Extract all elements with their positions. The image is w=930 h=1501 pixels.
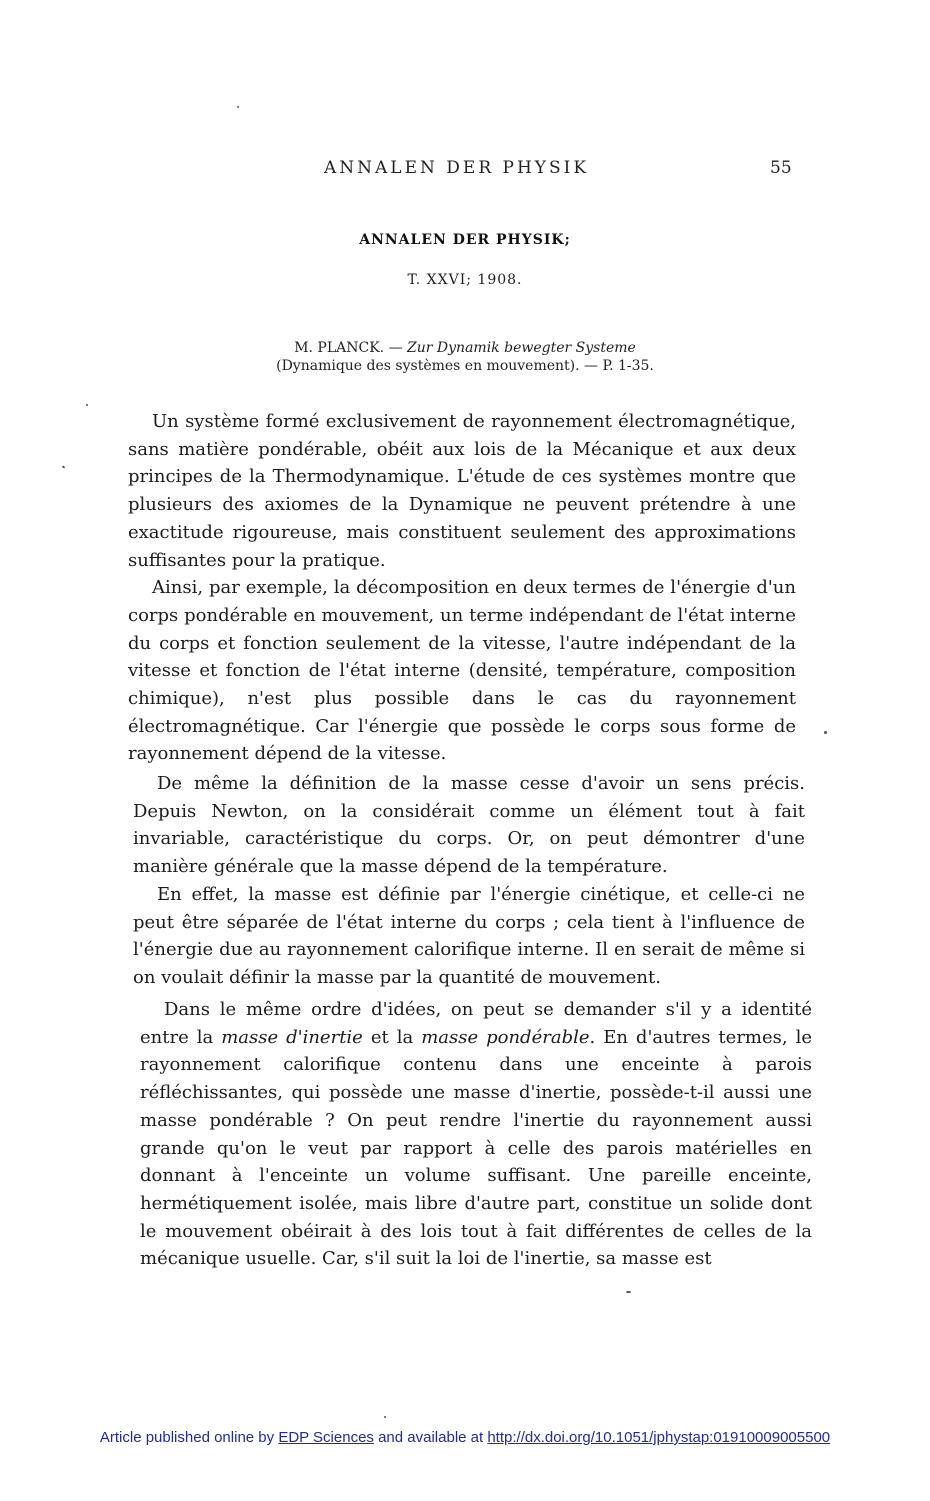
- term-masse-ponderable: masse pondérable: [421, 1026, 590, 1048]
- volume-line: T. XXVI; 1908.: [407, 272, 523, 288]
- paragraph-5-text: et la: [362, 1026, 422, 1048]
- publisher-link[interactable]: EDP Sciences: [278, 1429, 374, 1446]
- body-text-block-1: [128, 408, 796, 768]
- scan-speck: [384, 1416, 386, 1418]
- separator: —: [384, 340, 408, 356]
- scan-speck: [86, 404, 88, 406]
- paragraph-2: Ainsi, par exemple, la décomposition en deux termes de l'énergie d'un corps pondérable en mouvement, un terme indépendant de l'état interne du corps et fonction seulement de la vitesse, l'autre indépendant de la vitesse et fonction de l'état interne (densité, température, composition chimique), n'est plus possible dans le cas du rayonnement électromagnétique. Car l'énergie que possède le corps sous forme de rayonnement dépend de la vitesse.: [128, 577, 796, 765]
- article-german-title: Zur Dynamik bewegter Systeme: [407, 340, 636, 356]
- footer-middle: and available at: [373, 1429, 488, 1446]
- page-number: 55: [770, 158, 792, 178]
- scan-speck: [62, 465, 66, 468]
- paragraph-4: En effet, la masse est définie par l'énergie cinétique, et celle-ci ne peut être séparée de l'état interne du corps ; cela tient à l'influence de l'énergie due au rayonnement calorifique interne. Il en serait de même si on voulait définir la masse par la quantité de mouvement.: [133, 883, 805, 988]
- article-reference-line-2: [0, 357, 930, 375]
- footer-prefix: Article published online by: [99, 1429, 279, 1446]
- footer-publication-note: [0, 1429, 930, 1446]
- paragraph-1: Un système formé exclusivement de rayonnement électromagnétique, sans matière pondérable, obéit aux lois de la Mécanique et aux deux principes de la Thermodynamique. L'étude de ces systèmes montre que plusieurs des axiomes de la Dynamique ne peuvent prétendre à une exactitude rigoureuse, mais constituent seulement des approximations suffisantes pour la pratique.: [128, 411, 796, 571]
- scan-speck: [237, 106, 239, 108]
- doi-link[interactable]: http://dx.doi.org/10.1051/jphystap:01910009005500: [487, 1429, 831, 1446]
- article-pages: P. 1-35.: [602, 358, 654, 374]
- article-reference-line-1: [0, 339, 930, 357]
- body-text-block-3: [140, 996, 812, 1273]
- scan-speck: [824, 731, 827, 734]
- paragraph-5-text: Dans le même ordre d'idées, on peut se demander s'il y a identité entre la: [140, 999, 812, 1048]
- paragraph-5-text: . En d'autres termes, le rayonnement calorifique contenu dans une enceinte à parois réfléchissantes, qui possède une masse d'inertie, possède-t-il aussi une masse pondérable ? On peut rendre l'inertie du rayonnement aussi grande qu'on le veut par rapport à celle des parois matérielles en donnant à l'enceinte un volume suffisant. Une pareille enceinte, hermétiquement isolée, mais libre d'autre part, constitue un solide dont le mouvement obéirait à des lois tout à fait différentes de celles de la mécanique usuelle. Car, s'il suit la loi de l'inertie, sa masse est: [140, 1026, 812, 1270]
- article-author: M. PLANCK.: [294, 340, 385, 356]
- article-reference: [0, 339, 930, 375]
- body-text-block-2: [133, 770, 805, 992]
- paragraph-3: De même la définition de la masse cesse d'avoir un sens précis. Depuis Newton, on la considérait comme un élément tout à fait invariable, caractéristique du corps. Or, on peut démontrer d'une manière générale que la masse dépend de la température.: [133, 773, 805, 878]
- journal-title: ANNALEN DER PHYSIK;: [359, 232, 571, 248]
- term-masse-inertie: masse d'inertie: [221, 1026, 363, 1048]
- paragraph-5: [140, 996, 812, 1273]
- scan-speck: [626, 1291, 631, 1293]
- separator: —: [579, 358, 603, 374]
- article-french-title: (Dynamique des systèmes en mouvement).: [276, 358, 580, 374]
- running-title: ANNALEN DER PHYSIK: [324, 158, 590, 178]
